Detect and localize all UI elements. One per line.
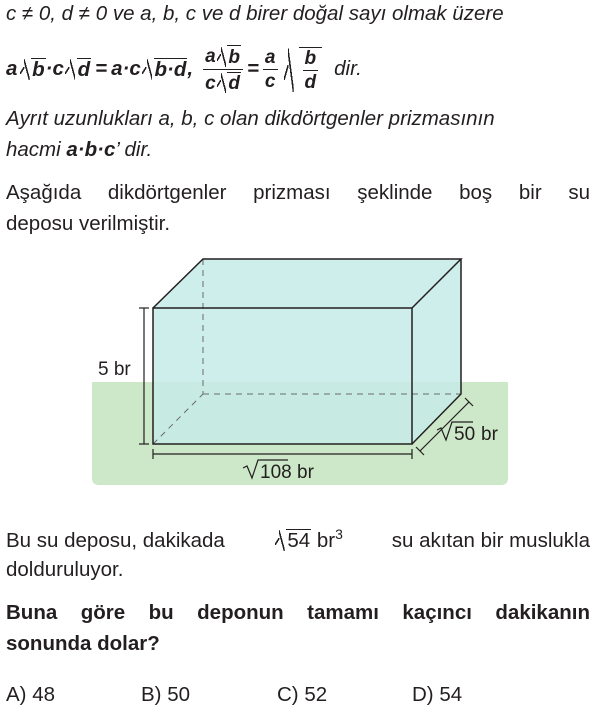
tank-front-face [153,308,412,444]
given-line2: deposu verilmiştir. [6,212,171,235]
volume-rule-line2: hacmi a·b·c’ dir. [6,138,153,161]
root-product-formula: a b · c d = a · c b·d , $\frac{\text{a b}}{\text{c d}}$ = $\frac{a}{c}$ $\frac{b}{d}$ dir. [6,46,362,94]
option-d[interactable]: D) 54 [412,683,463,706]
svg-text:br: br [481,424,498,445]
left-fraction: $\frac{\text{a b}}{\text{c d}}$ [203,45,243,92]
question-line1: Buna göre bu deponun tamamı kaçıncı dakikanın [6,601,590,624]
option-b[interactable]: B) 50 [141,683,190,706]
given-line1: Aşağıda dikdörtgenler prizması şeklinde boş bir su [6,181,590,204]
svg-text:50: 50 [454,424,476,445]
tank-top-face [153,259,461,308]
coef-fraction: $\frac{a}{c}$ [264,46,276,92]
flow-rate-line1: Bu su deposu, dakikada 54 $br^3$ su akıtan bir muslukla [6,526,590,552]
flow-rate-line2: dolduruluyor. [6,558,124,581]
root-of-fraction: $\frac{b}{d}$ [283,47,323,92]
svg-text:br: br [297,462,314,483]
option-c[interactable]: C) 52 [277,683,328,706]
volume-rule-line1: Ayrıt uzunlukları a, b, c olan dikdörtgenler prizmasının [6,107,495,130]
question-line2: sonunda dolar? [6,632,160,655]
option-a[interactable]: A) 48 [6,683,55,706]
svg-text:108: 108 [260,462,292,483]
water-tank-diagram [0,250,595,500]
height-label: 5 br [98,359,131,380]
condition-text: c ≠ 0, d ≠ 0 ve a, b, c ve d birer doğal sayı olmak üzere [6,2,504,25]
